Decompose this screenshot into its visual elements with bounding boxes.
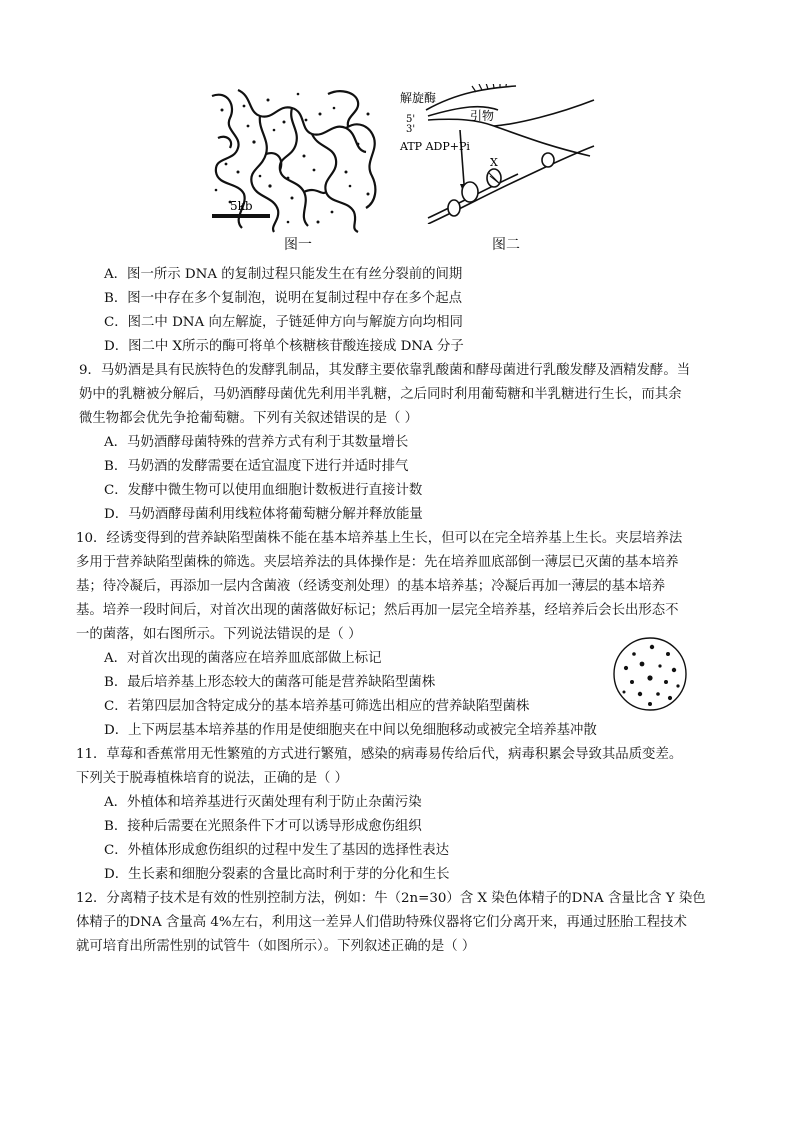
q8-option-d: D．图二中 X所示的酶可将单个核糖核苷酸连接成 DNA 分子 — [104, 339, 464, 354]
q9-option-a: A．马奶酒酵母菌特殊的营养方式有利于其数量增长 — [104, 435, 409, 450]
q11-option-c: C．外植体形成愈伤组织的过程中发生了基因的选择性表达 — [104, 843, 450, 858]
q11-option-d: D．生长素和细胞分裂素的含量比高时利于芽的分化和生长 — [104, 867, 450, 882]
q10-option-d: D．上下两层基本培养基的作用是使细胞夹在中间以免细胞移动或被完全培养基冲散 — [104, 723, 597, 738]
q9-stem-line-2: 奶中的乳糖被分解后，马奶酒酵母菌优先利用半乳糖，之后同时利用葡萄糖和半乳糖进行生长，而其余 — [79, 387, 682, 402]
three-prime-label: 3' — [406, 124, 416, 135]
q10-stem-line-4: 基。培养一段时间后，对首次出现的菌落做好标记；然后再加一层完全培养基，经培养后会长出形态不 — [76, 603, 679, 618]
q9-stem-line-1: 9．马奶酒是具有民族特色的发酵乳制品，其发酵主要依靠乳酸菌和酵母菌进行乳酸发酵及酒精发酵。当 — [79, 363, 691, 378]
q9-option-c: C．发酵中微生物可以使用血细胞计数板进行直接计数 — [104, 483, 423, 498]
petri-dish-colonies — [612, 636, 688, 712]
q8-option-a: A．图一所示 DNA 的复制过程只能发生在有丝分裂前的间期 — [104, 267, 463, 282]
figure-one-caption: 图一 — [284, 237, 312, 253]
q8-option-c: C．图二中 DNA 向左解旋，子链延伸方向与解旋方向均相同 — [104, 315, 463, 330]
q10-option-a: A．对首次出现的菌落应在培养皿底部做上标记 — [104, 651, 382, 666]
helicase-label: 解旋酶 — [400, 91, 437, 105]
scale-bar-label: 5kb — [230, 199, 253, 213]
q9-option-b: B．马奶酒的发酵需要在适宜温度下进行并适时排气 — [104, 459, 409, 474]
primer-label: 引物 — [470, 109, 495, 123]
enzyme-ellipse — [462, 182, 478, 202]
q10-stem-line-2: 多用于营养缺陷型菌株的筛选。夹层培养法的具体操作是：先在培养皿底部倒一薄层已灭菌的基本培养 — [76, 555, 679, 570]
q10-stem-line-1: 10．经诱变得到的营养缺陷型菌株不能在基本培养基上生长，但可以在完全培养基上生长。夹层培养法 — [76, 531, 683, 546]
q11-stem-line-2: 下列关于脱毒植株培育的说法，正确的是（ ） — [76, 771, 349, 786]
q8-option-b: B．图一中存在多个复制泡，说明在复制过程中存在多个起点 — [104, 291, 462, 306]
figure-two-caption: 图二 — [492, 237, 520, 253]
q10-stem-line-5: 一的菌落，如右图所示。下列说法错误的是（ ） — [76, 627, 362, 642]
q11-option-b: B．接种后需要在光照条件下才可以诱导形成愈伤组织 — [104, 819, 422, 834]
q10-option-c: C．若第四层加含特定成分的基本培养基可筛选出相应的营养缺陷型菌株 — [104, 699, 530, 714]
x-enzyme-label: X — [490, 156, 498, 169]
q10-stem-line-3: 基；待冷凝后，再添加一层内含菌液（经诱变剂处理）的基本培养基；冷凝后再加一薄层的基本培养 — [76, 579, 666, 594]
q12-stem-line-2: 体精子的DNA 含量高 4%左右，利用这一差异人们借助特殊仪器将它们分离开来，再通过胚胎工程技术 — [76, 915, 687, 930]
five-prime-label: 5' — [406, 114, 416, 125]
q9-stem-line-3: 微生物都会优先争抢葡萄糖。下列有关叙述错误的是（ ） — [79, 411, 419, 426]
q11-option-a: A．外植体和培养基进行灭菌处理有利于防止杂菌污染 — [104, 795, 422, 810]
q9-option-d: D．马奶酒酵母菌利用线粒体将葡萄糖分解并释放能量 — [104, 507, 423, 522]
figure-area — [208, 84, 538, 254]
replication-fork-diagram — [398, 84, 598, 224]
q10-option-b: B．最后培养基上形态较大的菌落可能是营养缺陷型菌株 — [104, 675, 436, 690]
replication-bubbles-micrograph — [208, 86, 382, 234]
atp-label: ATP ADP+Pi — [400, 140, 470, 153]
q12-stem-line-3: 就可培育出所需性别的试管牛（如图所示）。下列叙述正确的是（ ） — [76, 939, 476, 954]
q11-stem-line-1: 11．草莓和香蕉常用无性繁殖的方式进行繁殖，感染的病毒易传给后代，病毒积累会导致其品质变差。 — [76, 747, 683, 762]
q12-stem-line-1: 12．分离精子技术是有效的性别控制方法，例如：牛（2n=30）含 X 染色体精子的DNA 含量比含 Y 染色 — [76, 891, 706, 906]
